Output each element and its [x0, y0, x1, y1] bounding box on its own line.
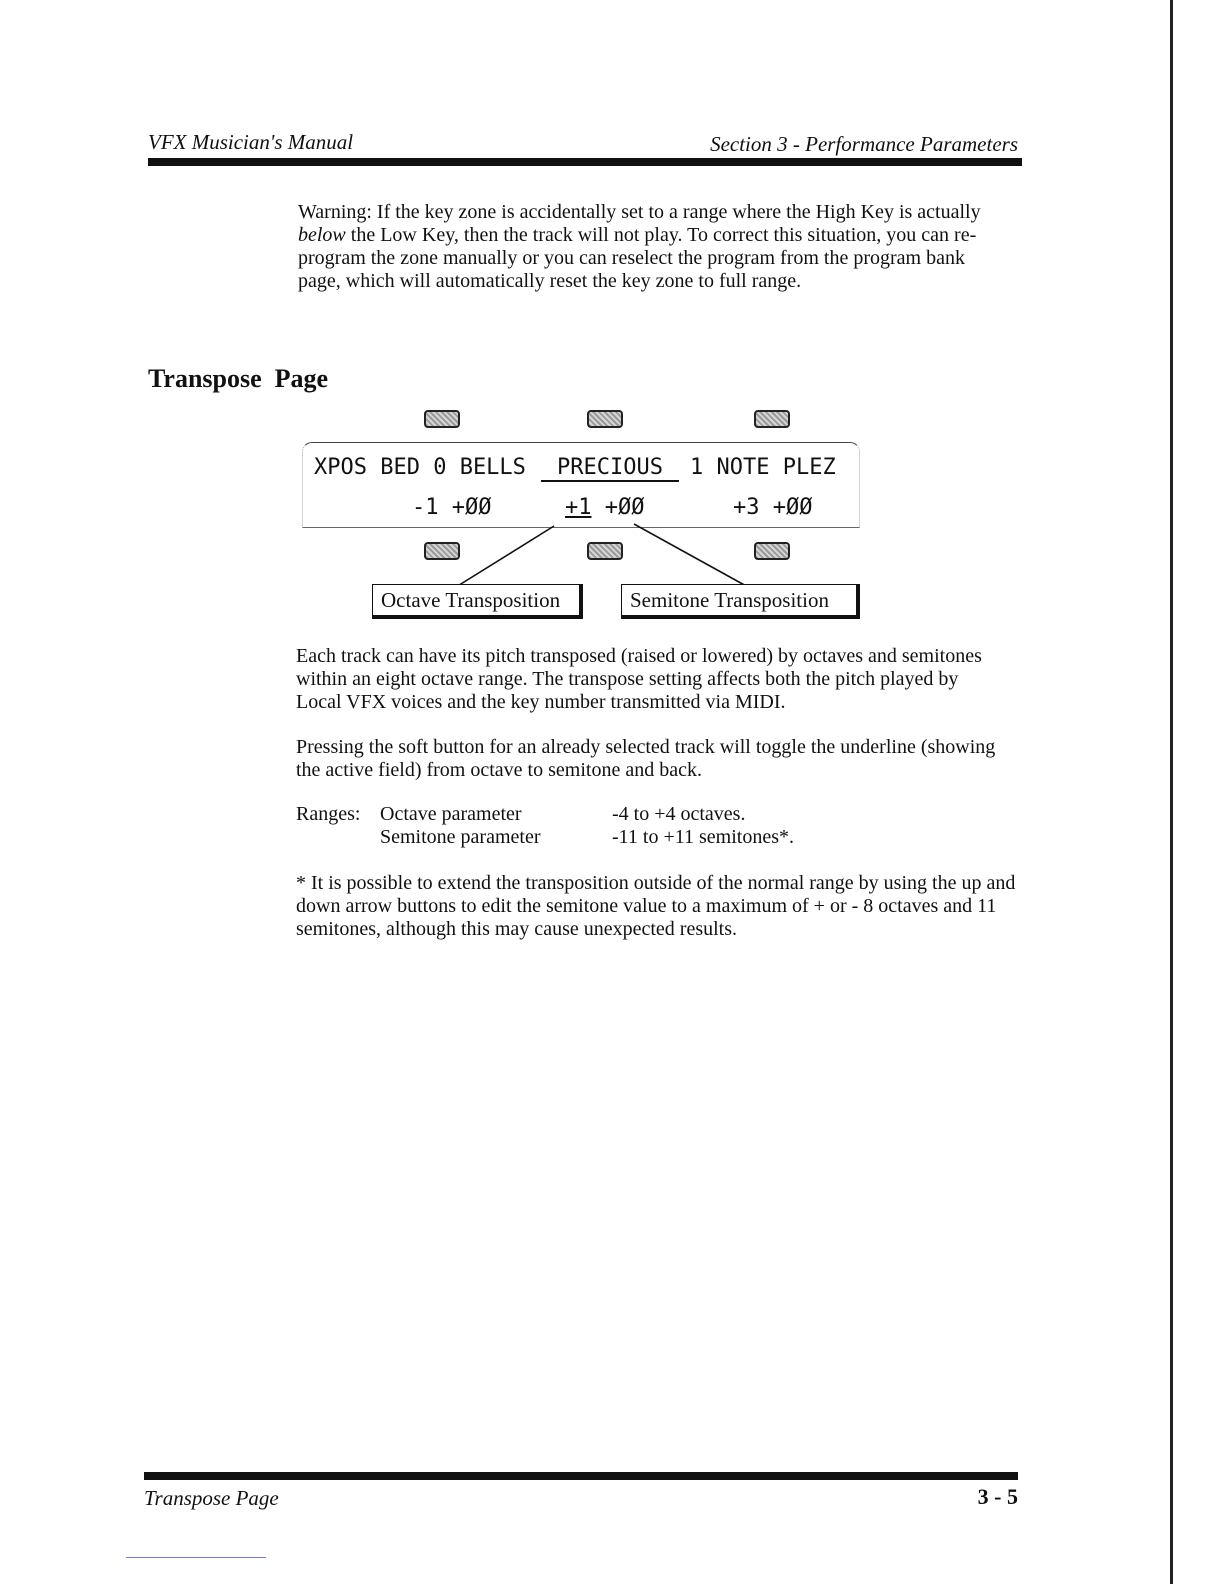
scan-artifact-line [126, 1557, 266, 1558]
lcd-track2-semitone: +ØØ [604, 495, 645, 520]
footer-title: Transpose Page [144, 1486, 279, 1510]
semitone-transposition-callout: Semitone Transposition [621, 584, 860, 619]
octave-pointer-line [456, 526, 554, 587]
ranges-label: Ranges: [296, 803, 361, 825]
body-paragraph-1: Each track can have its pitch transposed (raised or lowered) by octaves and semitones within an eight octave range. The transpose setting affects both the pitch played by Local VFX voices and the key number transmitted via MIDI. [296, 645, 982, 713]
lcd-track3-value: +3 +ØØ [733, 495, 813, 520]
warning-emphasis: below [298, 224, 346, 246]
octave-transposition-callout: Octave Transposition [372, 584, 583, 619]
range-semitone-param: Semitone parameter [380, 826, 541, 848]
warning-rest: the Low Key, then the track will not play. To correct this situation, you can re-program the zone manually or you can reselect the program from the program bank page, which will automatically reset the key zone to full range. [298, 224, 977, 292]
range-semitone-value: -11 to +11 semitones*. [612, 826, 795, 848]
range-octave-param: Octave parameter [380, 803, 522, 825]
page-number: 3 - 5 [977, 1484, 1018, 1509]
lcd-track1-value: -1 +ØØ [412, 495, 492, 520]
warning-lead: Warning: If the key zone is accidentally set to a range where the High Key is actually [298, 201, 981, 223]
header-manual-title: VFX Musician's Manual [148, 130, 354, 154]
body-paragraph-2: Pressing the soft button for an already selected track will toggle the underline (showing the active field) from octave to semitone and back. [296, 736, 996, 781]
header-section-title: Section 3 - Performance Parameters [710, 132, 1018, 156]
lcd-track3-name: 1 NOTE PLEZ [690, 455, 836, 480]
footer-rule [144, 1472, 1018, 1480]
semitone-pointer-line [634, 524, 748, 587]
range-octave-value: -4 to +4 octaves. [612, 803, 746, 825]
scan-edge-line [1170, 0, 1173, 1584]
footnote: * It is possible to extend the transposition outside of the normal range by using the up and down arrow buttons to edit the semitone value to a maximum of + or - 8 octaves and 11 semitones, although this may cause unexpected results. [296, 872, 1016, 940]
lcd-track2-octave: +1 [565, 495, 592, 520]
lcd-track1-name: XPOS BED 0 BELLS [314, 455, 526, 480]
section-heading: Transpose Page [148, 364, 329, 393]
lcd-track2-name-text: PRECIOUS [541, 455, 679, 482]
